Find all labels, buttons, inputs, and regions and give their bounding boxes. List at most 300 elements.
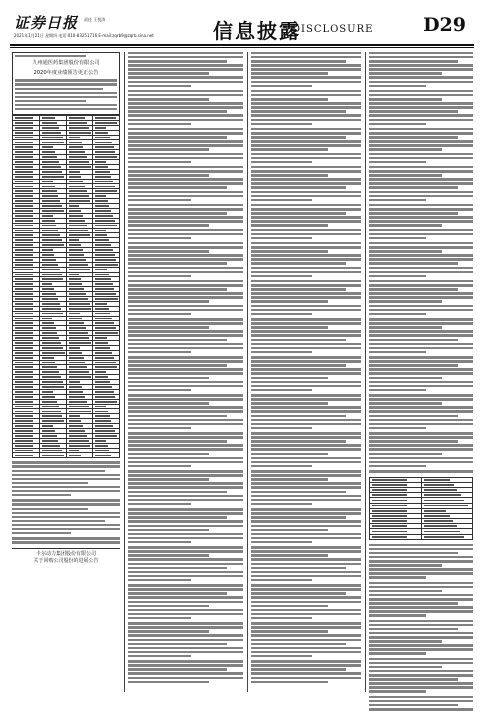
text-line bbox=[369, 440, 458, 442]
text-line bbox=[369, 406, 473, 408]
text-line bbox=[251, 250, 328, 252]
text-line bbox=[369, 368, 473, 370]
column-4 bbox=[369, 52, 473, 712]
text-line bbox=[369, 305, 473, 307]
text-line bbox=[251, 423, 361, 425]
text-line bbox=[15, 108, 117, 110]
text-line bbox=[128, 567, 227, 569]
table-cell bbox=[39, 453, 66, 458]
text-line bbox=[251, 427, 312, 429]
text-line bbox=[128, 444, 243, 446]
text-line bbox=[251, 123, 312, 125]
text-line bbox=[251, 415, 346, 417]
text-line bbox=[128, 258, 243, 260]
text-line bbox=[251, 186, 346, 188]
text-line bbox=[369, 360, 473, 362]
text-line bbox=[128, 334, 243, 336]
column-2 bbox=[128, 52, 243, 685]
text-line bbox=[369, 110, 458, 112]
text-line bbox=[128, 233, 243, 235]
text-line bbox=[369, 334, 473, 336]
data-table-right bbox=[369, 477, 473, 540]
text-line bbox=[128, 499, 243, 501]
text-line bbox=[128, 453, 209, 455]
text-line bbox=[128, 229, 243, 231]
text-line bbox=[369, 140, 473, 142]
text-line bbox=[369, 161, 426, 163]
text-line bbox=[369, 271, 473, 273]
text-line bbox=[128, 128, 243, 130]
text-line bbox=[128, 491, 227, 493]
text-line bbox=[128, 432, 243, 434]
text-line bbox=[128, 52, 243, 54]
text-line bbox=[128, 246, 243, 248]
text-line bbox=[251, 499, 361, 501]
text-line bbox=[251, 258, 361, 260]
text-line bbox=[128, 516, 227, 518]
text-line bbox=[251, 584, 361, 586]
text-line bbox=[128, 351, 191, 353]
text-line bbox=[251, 132, 361, 134]
text-line bbox=[251, 537, 361, 539]
text-line bbox=[128, 664, 243, 666]
text-line bbox=[369, 544, 473, 546]
text-line bbox=[369, 199, 426, 201]
text-line bbox=[251, 216, 361, 218]
text-line bbox=[128, 634, 243, 636]
text-line bbox=[251, 588, 361, 590]
text-line bbox=[369, 598, 473, 600]
text-line bbox=[369, 372, 473, 374]
text-line bbox=[128, 406, 243, 408]
text-line bbox=[251, 398, 361, 400]
text-line bbox=[251, 677, 361, 679]
text-line bbox=[251, 271, 361, 273]
text-line bbox=[251, 634, 361, 636]
text-line bbox=[251, 148, 328, 150]
text-line bbox=[12, 524, 120, 526]
text-line bbox=[128, 647, 243, 649]
text-line bbox=[128, 195, 243, 197]
text-line bbox=[128, 322, 243, 324]
text-line bbox=[369, 602, 458, 604]
text-line bbox=[369, 153, 473, 155]
text-line bbox=[251, 85, 312, 87]
text-line bbox=[369, 330, 473, 332]
text-line bbox=[251, 284, 361, 286]
text-line bbox=[369, 690, 426, 692]
text-line bbox=[128, 191, 243, 193]
text-line bbox=[369, 628, 458, 630]
text-line bbox=[369, 364, 458, 366]
text-line bbox=[369, 68, 473, 70]
text-line bbox=[251, 486, 361, 488]
text-line bbox=[128, 106, 243, 108]
text-line bbox=[251, 368, 361, 370]
text-line bbox=[251, 242, 361, 244]
text-line bbox=[128, 318, 243, 320]
text-line bbox=[369, 114, 473, 116]
text-line bbox=[128, 436, 243, 438]
text-line bbox=[251, 541, 312, 543]
text-line bbox=[128, 415, 227, 417]
text-line bbox=[12, 537, 120, 539]
text-line bbox=[369, 552, 458, 554]
text-line bbox=[251, 212, 346, 214]
text-line bbox=[251, 453, 328, 455]
text-line bbox=[251, 360, 361, 362]
text-line bbox=[251, 254, 361, 256]
text-line bbox=[128, 537, 243, 539]
text-line bbox=[128, 81, 243, 83]
text-line bbox=[369, 229, 473, 231]
text-line bbox=[369, 582, 473, 584]
text-line bbox=[369, 343, 473, 345]
text-line bbox=[128, 68, 243, 70]
text-line bbox=[369, 666, 442, 668]
text-line bbox=[251, 605, 328, 607]
text-line bbox=[369, 423, 473, 425]
text-line bbox=[369, 419, 473, 421]
text-line bbox=[251, 372, 361, 374]
text-line bbox=[369, 670, 473, 672]
text-line bbox=[128, 605, 209, 607]
text-line bbox=[369, 674, 473, 676]
text-line bbox=[251, 313, 312, 315]
text-line bbox=[369, 576, 426, 578]
text-line bbox=[128, 617, 191, 619]
text-line bbox=[369, 415, 458, 417]
table-cell bbox=[66, 453, 93, 458]
text-line bbox=[128, 144, 243, 146]
text-line bbox=[369, 339, 458, 341]
text-line bbox=[128, 288, 227, 290]
text-line bbox=[15, 100, 86, 102]
text-line bbox=[128, 313, 191, 315]
text-line bbox=[251, 326, 328, 328]
text-line bbox=[251, 508, 361, 510]
text-line bbox=[369, 636, 473, 638]
text-line bbox=[251, 516, 346, 518]
text-line bbox=[128, 563, 243, 565]
text-line bbox=[369, 448, 473, 450]
text-line bbox=[251, 626, 361, 628]
text-line bbox=[128, 495, 243, 497]
text-line bbox=[369, 220, 473, 222]
text-line bbox=[369, 144, 473, 146]
text-line bbox=[369, 292, 473, 294]
text-line bbox=[369, 708, 473, 710]
text-line bbox=[251, 237, 312, 239]
text-line bbox=[251, 601, 361, 603]
text-line bbox=[128, 461, 243, 463]
text-line bbox=[128, 372, 243, 374]
text-line bbox=[251, 339, 346, 341]
text-line bbox=[128, 60, 227, 62]
text-line bbox=[369, 136, 458, 138]
text-line bbox=[128, 237, 191, 239]
text-line bbox=[12, 465, 120, 467]
text-line bbox=[128, 601, 243, 603]
text-line bbox=[251, 208, 361, 210]
text-line bbox=[251, 199, 312, 201]
text-line bbox=[369, 610, 473, 612]
text-line bbox=[128, 216, 243, 218]
text-line bbox=[128, 529, 209, 531]
table-cell bbox=[370, 534, 422, 539]
masthead bbox=[10, 12, 474, 44]
text-line bbox=[251, 288, 346, 290]
text-line bbox=[15, 83, 117, 85]
text-line bbox=[128, 339, 227, 341]
text-line bbox=[369, 309, 473, 311]
text-line bbox=[251, 60, 346, 62]
text-line bbox=[128, 119, 243, 121]
text-line bbox=[128, 364, 227, 366]
text-line bbox=[251, 419, 361, 421]
text-line bbox=[369, 704, 458, 706]
text-line bbox=[128, 280, 243, 282]
text-line bbox=[12, 528, 120, 530]
text-line bbox=[128, 550, 243, 552]
text-line bbox=[128, 546, 243, 548]
text-line bbox=[369, 624, 473, 626]
text-line bbox=[369, 356, 473, 358]
text-line bbox=[128, 267, 243, 269]
bottom-announcement-title: 关于回购公司股份的进展公告 bbox=[33, 557, 99, 564]
table-row bbox=[370, 534, 473, 539]
text-line bbox=[128, 630, 209, 632]
text-line bbox=[251, 224, 328, 226]
text-line bbox=[251, 660, 361, 662]
text-line bbox=[12, 461, 120, 463]
text-line bbox=[251, 567, 346, 569]
text-line bbox=[128, 347, 243, 349]
text-line bbox=[128, 360, 243, 362]
text-line bbox=[369, 288, 458, 290]
text-line bbox=[251, 613, 361, 615]
text-line bbox=[128, 148, 209, 150]
text-line bbox=[369, 398, 473, 400]
text-line bbox=[128, 76, 243, 78]
text-line bbox=[128, 571, 243, 573]
text-line bbox=[369, 606, 473, 608]
text-line bbox=[128, 140, 243, 142]
masthead-rule-thin bbox=[10, 47, 474, 48]
text-line bbox=[251, 550, 361, 552]
text-line bbox=[12, 482, 88, 484]
announcement-header-box bbox=[12, 52, 120, 115]
text-line bbox=[251, 436, 361, 438]
text-line bbox=[251, 106, 361, 108]
text-line bbox=[251, 72, 328, 74]
text-line bbox=[128, 677, 243, 679]
bottom-announcement-company: 卡尔动力集团股份有限公司 bbox=[35, 550, 96, 557]
text-line bbox=[369, 148, 442, 150]
text-line bbox=[251, 639, 361, 641]
section-title-en: DISCLOSURE bbox=[292, 24, 374, 35]
text-line bbox=[128, 609, 243, 611]
text-line bbox=[369, 166, 473, 168]
text-line bbox=[251, 554, 328, 556]
text-line bbox=[251, 296, 361, 298]
text-line bbox=[251, 617, 312, 619]
text-line bbox=[128, 114, 243, 116]
text-line bbox=[369, 614, 426, 616]
text-line bbox=[128, 161, 191, 163]
text-line bbox=[128, 271, 243, 273]
text-line bbox=[251, 334, 361, 336]
text-line bbox=[251, 204, 361, 206]
text-line bbox=[369, 90, 473, 92]
text-line bbox=[369, 644, 473, 646]
text-line bbox=[369, 682, 473, 684]
text-line bbox=[369, 52, 473, 54]
text-line bbox=[128, 639, 243, 641]
text-line bbox=[128, 440, 227, 442]
announcement-title: 2020年度业绩预告更正公告 bbox=[33, 70, 99, 77]
text-line bbox=[251, 246, 361, 248]
text-line bbox=[12, 478, 120, 480]
text-line bbox=[251, 465, 312, 467]
text-line bbox=[251, 98, 328, 100]
text-line bbox=[251, 220, 361, 222]
page-number: D29 bbox=[423, 14, 466, 36]
text-line bbox=[251, 280, 361, 282]
text-line bbox=[251, 664, 361, 666]
text-line bbox=[251, 474, 361, 476]
column-divider bbox=[247, 52, 248, 692]
text-line bbox=[15, 92, 117, 94]
text-line bbox=[251, 114, 361, 116]
text-line bbox=[369, 284, 473, 286]
text-line bbox=[369, 640, 442, 642]
text-line bbox=[128, 419, 243, 421]
text-line bbox=[128, 330, 243, 332]
text-line bbox=[251, 81, 361, 83]
table-cell bbox=[13, 453, 40, 458]
text-line bbox=[251, 262, 346, 264]
text-line bbox=[251, 309, 361, 311]
text-line bbox=[12, 503, 120, 505]
text-line bbox=[128, 592, 227, 594]
text-line bbox=[251, 503, 312, 505]
text-line bbox=[251, 140, 361, 142]
text-line bbox=[128, 427, 191, 429]
text-line bbox=[128, 622, 243, 624]
text-line bbox=[128, 98, 209, 100]
text-line bbox=[128, 394, 243, 396]
text-line bbox=[369, 457, 473, 459]
text-line bbox=[128, 136, 227, 138]
text-line bbox=[369, 191, 473, 193]
text-line bbox=[369, 267, 473, 269]
text-line bbox=[128, 512, 243, 514]
text-line bbox=[128, 110, 227, 112]
text-line bbox=[251, 229, 361, 231]
text-line bbox=[128, 300, 209, 302]
text-line bbox=[369, 632, 473, 634]
text-line bbox=[369, 119, 473, 121]
masthead-rule bbox=[10, 44, 474, 46]
column-divider bbox=[365, 52, 366, 692]
text-line bbox=[128, 377, 209, 379]
text-line bbox=[369, 123, 426, 125]
masthead-date-contact: 2021年1月21日 星期四 电话:010-83251716 E-mail:zqrb9@zqrb.sina.net bbox=[14, 33, 154, 38]
text-line bbox=[128, 465, 191, 467]
text-line bbox=[369, 224, 442, 226]
text-line bbox=[12, 512, 120, 514]
text-line bbox=[369, 98, 442, 100]
text-line bbox=[369, 296, 473, 298]
text-line bbox=[369, 648, 473, 650]
text-line bbox=[128, 212, 227, 214]
text-line bbox=[369, 94, 473, 96]
text-line bbox=[369, 216, 473, 218]
text-line bbox=[128, 398, 243, 400]
text-line bbox=[128, 660, 243, 662]
text-line bbox=[12, 532, 71, 534]
text-line bbox=[128, 672, 243, 674]
text-line bbox=[251, 389, 312, 391]
table-cell bbox=[421, 534, 473, 539]
text-line bbox=[369, 351, 426, 353]
text-line bbox=[128, 503, 191, 505]
text-line bbox=[128, 470, 243, 472]
text-line bbox=[251, 575, 361, 577]
text-line bbox=[128, 102, 243, 104]
text-line bbox=[128, 178, 243, 180]
text-line bbox=[369, 590, 442, 592]
data-table bbox=[12, 115, 120, 458]
text-line bbox=[15, 96, 117, 98]
text-line bbox=[128, 186, 227, 188]
text-line bbox=[128, 486, 243, 488]
text-line bbox=[251, 482, 361, 484]
text-line bbox=[369, 237, 426, 239]
text-line bbox=[251, 330, 361, 332]
text-line bbox=[251, 495, 361, 497]
text-line bbox=[128, 72, 209, 74]
text-line bbox=[128, 166, 243, 168]
text-line bbox=[369, 64, 473, 66]
text-line bbox=[128, 655, 191, 657]
text-line bbox=[128, 309, 243, 311]
text-line bbox=[369, 258, 473, 260]
text-line bbox=[251, 448, 361, 450]
newspaper-logo: 证券日报 bbox=[14, 14, 79, 32]
text-line bbox=[251, 647, 361, 649]
text-line bbox=[251, 292, 361, 294]
text-line bbox=[369, 212, 458, 214]
text-line bbox=[369, 389, 426, 391]
text-line bbox=[251, 195, 361, 197]
text-line bbox=[369, 106, 473, 108]
text-line bbox=[12, 490, 120, 492]
text-line bbox=[369, 246, 473, 248]
text-line bbox=[12, 508, 88, 510]
text-line bbox=[369, 174, 442, 176]
text-line bbox=[12, 499, 120, 501]
text-line bbox=[251, 529, 328, 531]
text-line bbox=[128, 554, 209, 556]
text-line bbox=[128, 174, 209, 176]
text-line bbox=[369, 662, 473, 664]
text-line bbox=[369, 560, 473, 562]
text-line bbox=[369, 262, 458, 264]
text-line bbox=[128, 668, 227, 670]
text-line bbox=[369, 556, 473, 558]
